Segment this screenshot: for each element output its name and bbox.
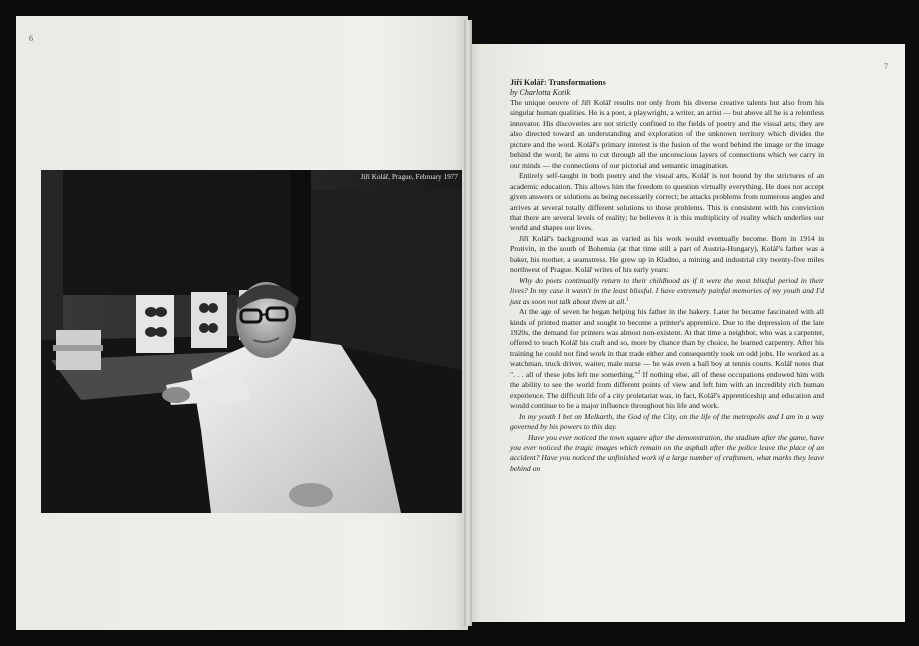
photo-caption: Jiří Kolář, Prague, February 1977 xyxy=(360,173,458,181)
body-paragraph: The unique oeuvre of Jiří Kolář results not only from his diverse creative talents but also from his singular human qualities. He is a poet, a playwright, a writer, an artist — but above all he is a relentless innovator. His discoveries are not strictly confined to the fields of poetry and the visual arts; they are also directed toward an understanding and exploration of the unknown territory which divides the picture and the word. Kolář's primary interest is the fusion of the word behind the image or the image behind the word; he aims to cut through all the unconscious layers of connections which we carry in our minds — the connections of our pictorial and semantic imagination. xyxy=(510,98,824,170)
body-paragraph: Jiří Kolář's background was as varied as his work would eventually become. Born in 1914 in Protivin, in the south of Bohemia (at that time still a part of Austria-Hungary), Kolář's father was a baker, his mother, a seamstress. He grew up in Kladno, a mining and industrial city twenty-five miles northwest of Prague. Kolář writes of his early years: xyxy=(510,233,824,275)
block-quote: Have you ever noticed the town square after the demonstration, the stadium after the game, have you ever noticed the tragic images which remain on the asphalt after the police leave the place of an accident? Have you noticed the unfinished work of a large number of craftsmen, what marks they leave behind on xyxy=(510,432,824,473)
right-page-number: 7 xyxy=(884,62,888,71)
quote-text: Why do poets continually return to their childhood as if it were the most blissful period in their lives? In my case it wasn't in the least blissful. I have extremely painful memories of my youth and I'd just as soon not talk about them at all. xyxy=(510,275,824,306)
paragraph-text: If nothing else, all of these occupations endowed him with the ability to see the world from different points of view and left him with an incredibly rich human experience. The difficult life of a city proletariat was, in fact, Kolář's apprenticeship and education and would continue to be a major influence throughout his life and work. xyxy=(510,369,825,411)
article-column xyxy=(510,78,824,474)
photo-artwork xyxy=(41,170,462,513)
footnote-marker: 1 xyxy=(626,297,629,303)
book-spine xyxy=(464,20,472,626)
paragraph-text: At the age of seven he began helping his father in the bakery. Later he became fascinated with all kinds of printed matter and sought to become a printer's apprentice. Due to the depression of the late 1920s, the demand for printers was almost non-existent. At that time a neighbor, who was a carpenter, offered to teach Kolář his craft and so, more by chance than by choice, he learned carpentry. After his training he could not find work in that trade either and consequently took on odd jobs. He worked as a watchman, truck driver, waiter, male nurse — he was even a ball boy at tennis courts. Kolář notes that ". . . all of these jobs left me something." xyxy=(510,307,824,379)
left-page-number: 6 xyxy=(29,34,33,43)
article-title: Jiří Kolář: Transformations xyxy=(510,78,606,87)
block-quote: In my youth I bet on Melkarth, the God of the City, on the life of the metropolis and I am in a way governed by his powers to this day. xyxy=(510,411,824,432)
footnote-marker: 2 xyxy=(637,370,641,376)
body-paragraph xyxy=(510,307,824,412)
portrait-photo xyxy=(41,170,462,513)
article-byline: by Charlotta Kotik xyxy=(510,88,570,97)
block-quote xyxy=(510,276,824,307)
body-paragraph: Entirely self-taught in both poetry and the visual arts, Kolář is not bound by the strictures of an academic education. This allows him the freedom to question virtually everything. He does not accept given answers or solutions as being necessarily correct; he attacks problems from numerous angles and arrives at several totally different solutions to those problems. This is consistent with his conviction that there are several levels of reality; he believes it is this multiplicity of reality which underlies our world and shapes our lives. xyxy=(510,171,824,233)
